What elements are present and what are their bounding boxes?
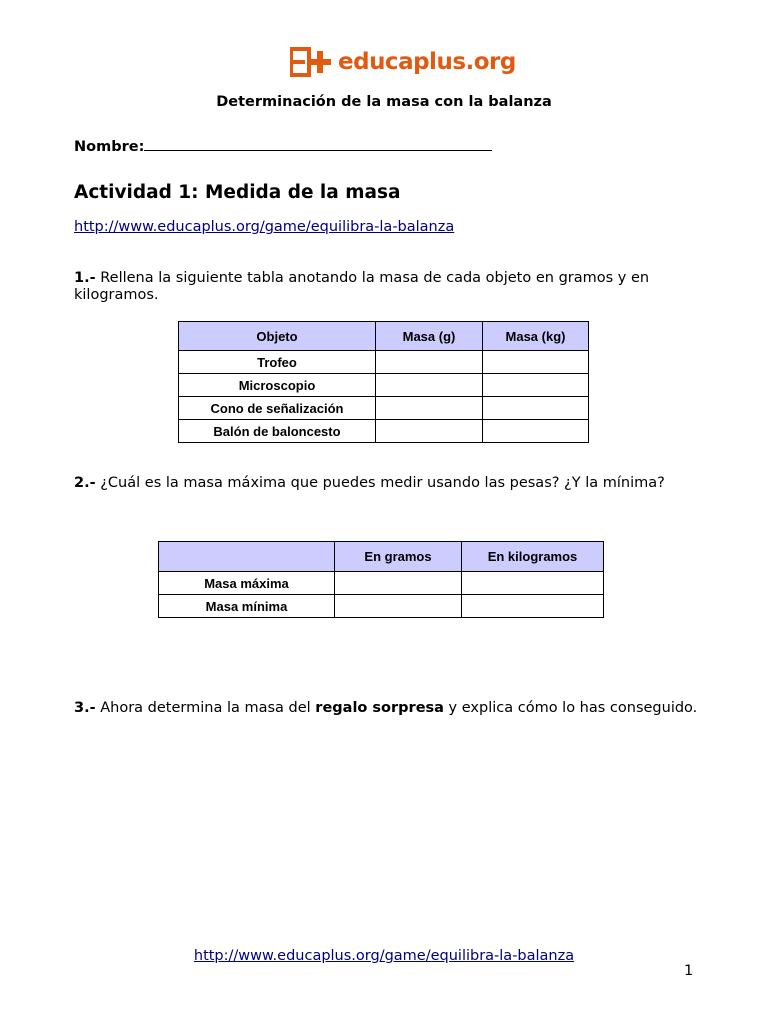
kilograms-cell[interactable] <box>483 397 589 420</box>
question-1 <box>74 270 714 304</box>
object-name: Balón de baloncesto <box>179 420 376 443</box>
question-3-text-after: y explica cómo lo has conseguido. <box>443 700 698 716</box>
question-3-bold: regalo sorpresa <box>315 700 444 716</box>
footer-link[interactable]: http://www.educaplus.org/game/equilibra-la-balanza <box>193 948 575 964</box>
kilograms-cell[interactable] <box>483 420 589 443</box>
logo-text: educaplus.org <box>338 49 516 75</box>
table-row <box>179 397 589 420</box>
question-3-number: 3.- <box>74 700 96 716</box>
kilograms-cell[interactable] <box>483 351 589 374</box>
game-link[interactable]: http://www.educaplus.org/game/equilibra-la-balanza <box>74 219 455 235</box>
object-name: Trofeo <box>179 351 376 374</box>
question-1-text: Rellena la siguiente tabla anotando la masa de cada objeto en gramos y en kilogramos. <box>74 270 650 303</box>
footer <box>0 945 768 964</box>
max-min-table-header-empty <box>159 542 335 572</box>
max-min-table-header-kilograms: En kilogramos <box>462 542 604 572</box>
grams-cell[interactable] <box>376 374 483 397</box>
question-2-number: 2.- <box>74 475 96 491</box>
table-row <box>159 572 604 595</box>
question-3-text-before: Ahora determina la masa del <box>95 700 316 716</box>
table-row <box>179 351 589 374</box>
grams-cell[interactable] <box>376 351 483 374</box>
object-name: Cono de señalización <box>179 397 376 420</box>
mass-table-header-kilograms: Masa (kg) <box>483 322 589 351</box>
table-row <box>179 420 589 443</box>
activity-title: Actividad 1: Medida de la masa <box>74 182 401 203</box>
table-row <box>179 374 589 397</box>
row-label: Masa máxima <box>159 572 335 595</box>
grams-cell[interactable] <box>335 572 462 595</box>
kilograms-cell[interactable] <box>462 595 604 618</box>
table-row <box>159 595 604 618</box>
question-1-number: 1.- <box>74 270 96 286</box>
educaplus-logo <box>290 47 516 77</box>
grams-cell[interactable] <box>376 420 483 443</box>
name-blank-line[interactable] <box>144 136 492 151</box>
max-min-table-header-grams: En gramos <box>335 542 462 572</box>
name-label: Nombre: <box>74 139 145 155</box>
name-field <box>74 136 492 155</box>
object-name: Microscopio <box>179 374 376 397</box>
row-label: Masa mínima <box>159 595 335 618</box>
grams-cell[interactable] <box>335 595 462 618</box>
question-3 <box>74 700 714 717</box>
document-title: Determinación de la masa con la balanza <box>216 94 552 110</box>
kilograms-cell[interactable] <box>483 374 589 397</box>
educaplus-logo-icon <box>290 47 334 77</box>
mass-table <box>178 321 589 443</box>
grams-cell[interactable] <box>376 397 483 420</box>
question-2 <box>74 475 714 492</box>
max-min-table <box>158 541 604 618</box>
mass-table-header-objeto: Objeto <box>179 322 376 351</box>
page-number: 1 <box>684 963 694 979</box>
question-2-text: ¿Cuál es la masa máxima que puedes medir usando las pesas? ¿Y la mínima? <box>95 475 665 491</box>
mass-table-header-grams: Masa (g) <box>376 322 483 351</box>
kilograms-cell[interactable] <box>462 572 604 595</box>
